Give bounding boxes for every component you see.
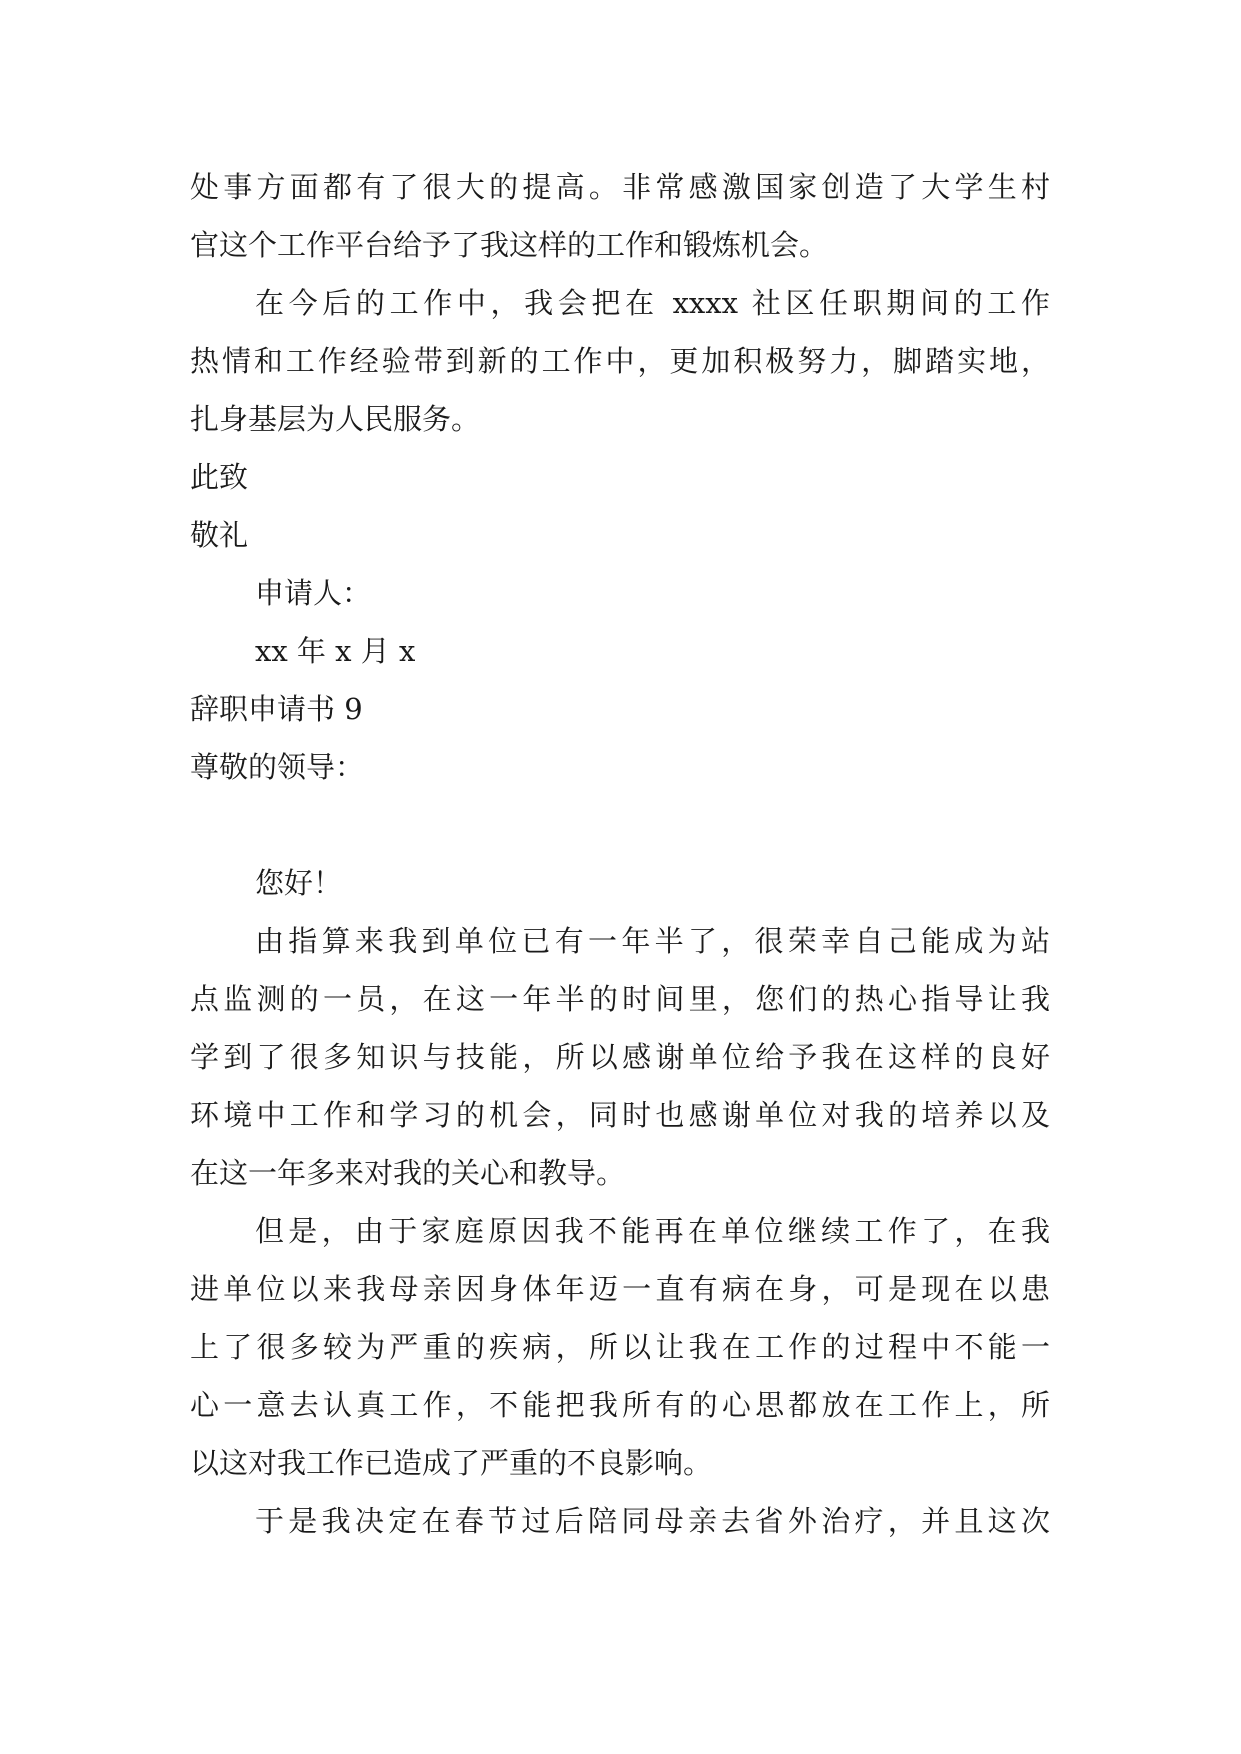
text-line: 于是我决定在春节过后陪同母亲去省外治疗，并且这次	[255, 1504, 1050, 1538]
text-line: 官这个工作平台给予了我这样的工作和锻炼机会。	[190, 228, 829, 262]
closing-salutation: 此致	[190, 460, 249, 494]
section-title: 辞职申请书 9	[190, 692, 363, 726]
text-line: 处事方面都有了很大的提高。非常感激国家创造了大学生村	[190, 170, 1050, 204]
applicant-label: 申请人：	[255, 576, 372, 610]
text-line: 学到了很多知识与技能，所以感谢单位给予我在这样的良好	[190, 1040, 1050, 1074]
date-line: xx 年 x 月 x	[255, 634, 416, 668]
text-line: 以这对我工作已造成了严重的不良影响。	[190, 1446, 713, 1480]
text-line: 热情和工作经验带到新的工作中，更加积极努力，脚踏实地，	[190, 344, 1050, 378]
text-line: 进单位以来我母亲因身体年迈一直有病在身，可是现在以患	[190, 1272, 1050, 1306]
closing-regards: 敬礼	[190, 518, 249, 552]
greeting: 您好！	[255, 866, 343, 900]
text-line: 在今后的工作中，我会把在 xxxx 社区任职期间的工作	[255, 286, 1050, 320]
text-line: 由指算来我到单位已有一年半了，很荣幸自己能成为站	[255, 924, 1050, 958]
salutation: 尊敬的领导：	[190, 750, 365, 784]
text-line: 但是，由于家庭原因我不能再在单位继续工作了，在我	[255, 1214, 1050, 1248]
text-line: 在这一年多来对我的关心和教导。	[190, 1156, 626, 1190]
text-line: 点监测的一员，在这一年半的时间里，您们的热心指导让我	[190, 982, 1050, 1016]
text-line: 心一意去认真工作，不能把我所有的心思都放在工作上，所	[190, 1388, 1050, 1422]
text-line: 环境中工作和学习的机会，同时也感谢单位对我的培养以及	[190, 1098, 1050, 1132]
text-line: 扎身基层为人民服务。	[190, 402, 481, 436]
text-line: 上了很多较为严重的疾病，所以让我在工作的过程中不能一	[190, 1330, 1050, 1364]
